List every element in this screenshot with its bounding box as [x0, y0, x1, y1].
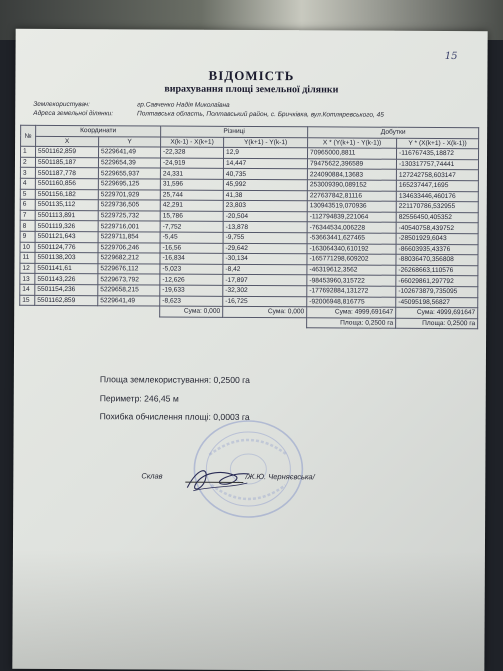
- cell-n: 3: [20, 168, 35, 179]
- cell-p1: -76344534,006228: [307, 222, 396, 233]
- cell-dx: 24,331: [160, 168, 223, 179]
- sum-product-1: Сума: 4999,691647: [307, 307, 396, 318]
- sum-product-2: Сума: 4999,691647: [396, 307, 478, 318]
- cell-y: 5229641,49: [98, 295, 160, 306]
- cell-y: 5229725,732: [98, 210, 160, 221]
- cell-y: 5229716,001: [98, 221, 160, 232]
- area-error-line: Похибка обчислення площі: 0,0003 га: [99, 411, 250, 422]
- cell-dy: -9,755: [223, 232, 307, 243]
- cell-dx: 25,744: [160, 190, 223, 201]
- cell-dy: -16,725: [223, 296, 307, 307]
- cell-x: 5501113,891: [35, 210, 98, 221]
- header-product-2: Y * (X(k+1) - X(k-1)): [397, 138, 479, 149]
- cell-dy: -29,642: [223, 243, 307, 254]
- paper-shadow: [12, 549, 485, 671]
- cell-dx: -16,834: [160, 253, 223, 264]
- cell-p1: 227637842,81116: [307, 190, 396, 201]
- cell-p1: -177692884,131272: [307, 286, 396, 297]
- cell-p2: -28501929,6043: [396, 233, 478, 244]
- cell-x: 5501154,236: [35, 284, 98, 295]
- cell-dx: -16,56: [160, 243, 223, 254]
- cell-dy: 14,447: [223, 158, 307, 169]
- cell-n: 12: [20, 263, 35, 274]
- cell-p1: 70965000,8811: [308, 148, 397, 159]
- cell-n: 13: [20, 274, 35, 285]
- cell-n: 7: [20, 210, 35, 221]
- cell-dy: 23,803: [223, 201, 307, 212]
- cell-dy: 41,38: [223, 190, 307, 201]
- page-number: 15: [444, 51, 458, 63]
- land-user-value: гр.Савченко Надія Миколаївна: [137, 101, 230, 109]
- cell-p1: -92006948,816775: [307, 296, 396, 307]
- document-title: ВІДОМІСТЬ: [208, 67, 295, 84]
- cell-dy: 40,735: [223, 169, 307, 180]
- header-number: №: [21, 125, 36, 146]
- cell-y: 5229701,929: [98, 189, 160, 200]
- cell-dx: -24,919: [160, 158, 223, 169]
- document-sheet: [12, 29, 487, 671]
- cell-p1: -53663441,627465: [307, 233, 396, 244]
- cell-y: 5229655,937: [98, 168, 160, 179]
- cell-dx: -5,023: [160, 264, 223, 275]
- cell-dy: -30,134: [223, 253, 307, 264]
- cell-p2: 127242758,603147: [396, 170, 478, 181]
- cell-p1: 253009390,089152: [307, 180, 396, 191]
- cell-dy: -20,504: [223, 211, 307, 222]
- cell-n: 2: [20, 157, 35, 168]
- address-value: Полтавська область, Полтавський район, с. Бричківка, вул.Котляревського, 45: [137, 110, 384, 119]
- cell-p2: -116767435,18872: [397, 148, 479, 159]
- cell-y: 5229736,505: [98, 200, 160, 211]
- cell-p1: 130943519,070936: [307, 201, 396, 212]
- signer-name: /Ж.Ю. Черняєвська/: [245, 471, 315, 482]
- cell-n: 5: [20, 189, 35, 200]
- header-y: Y: [99, 136, 161, 147]
- cell-p2: 165237447,1695: [396, 180, 478, 191]
- land-user-line: [33, 101, 229, 109]
- cell-x: 5501187,778: [35, 168, 98, 179]
- cell-dy: -32,302: [223, 285, 307, 296]
- cell-y: 5229711,854: [98, 232, 160, 243]
- signature-icon: [183, 462, 253, 496]
- cell-y: 5229673,792: [98, 274, 160, 285]
- cell-dx: 15,786: [160, 211, 223, 222]
- cell-dx: -8,623: [160, 296, 223, 307]
- cell-p1: 224090884,13683: [307, 169, 396, 180]
- land-area-line: Площа землекористування: 0,2500 га: [99, 374, 250, 385]
- cell-dy: -13,878: [223, 222, 307, 233]
- cell-dx: -7,752: [160, 221, 223, 232]
- cell-n: 8: [20, 221, 35, 232]
- cell-dx: -12,626: [160, 274, 223, 285]
- cell-p2: -86603935,43376: [396, 244, 478, 255]
- cell-p2: 82556450,405352: [396, 212, 478, 223]
- cell-dx: -5,45: [160, 232, 223, 243]
- cell-p1: -112794839,221064: [307, 212, 396, 223]
- cell-p2: 221170786,532955: [396, 201, 478, 212]
- cell-y: 5229658,215: [98, 285, 160, 296]
- cell-y: 5229676,112: [98, 263, 160, 274]
- header-product-1: X * (Y(k+1) - Y(k-1)): [308, 137, 397, 148]
- header-products: Добутки: [308, 127, 479, 138]
- cell-x: 5501135,112: [35, 200, 98, 211]
- cell-x: 5501119,326: [35, 221, 98, 232]
- cell-x: 5501143,226: [35, 274, 98, 285]
- cell-x: 5501162,859: [35, 295, 98, 306]
- cell-x: 5501138,203: [35, 252, 98, 263]
- cell-p2: -66029861,297792: [396, 276, 478, 287]
- cell-p2: -130317757,74441: [396, 159, 478, 170]
- cell-p2: -40540758,439752: [396, 223, 478, 234]
- cell-n: 11: [20, 252, 35, 263]
- cell-p1: -165771298,609202: [307, 254, 396, 265]
- cell-p1: -163064340,610192: [307, 243, 396, 254]
- cell-y: 5229682,212: [98, 253, 160, 264]
- compiled-by-label: Склав: [141, 471, 163, 481]
- cell-p2: 134633446,460176: [396, 191, 478, 202]
- cell-p2: -102673879,735095: [396, 286, 478, 297]
- cell-x: 5501156,182: [35, 189, 98, 200]
- cell-n: 9: [20, 231, 35, 242]
- cell-p2: -88036470,356808: [396, 254, 478, 265]
- cell-p1: -46319612,3562: [307, 265, 396, 276]
- cell-y: 5229654,39: [98, 157, 160, 168]
- cell-n: 14: [20, 284, 35, 295]
- header-differences: Різниці: [161, 126, 308, 137]
- cell-n: 1: [21, 146, 36, 157]
- cell-dx: -22,328: [161, 147, 224, 158]
- cell-n: 6: [20, 199, 35, 210]
- sum-dx: Сума: 0,000: [160, 306, 223, 317]
- cell-dy: 12,9: [224, 148, 308, 159]
- cell-p2: -45095198,56827: [396, 297, 478, 308]
- document-subtitle: вирахування площі земельної ділянки: [164, 83, 339, 96]
- cell-x: 5501121,643: [35, 231, 98, 242]
- header-dy: Y(k+1) - Y(k-1): [224, 137, 308, 148]
- cell-dx: 42,291: [160, 200, 223, 211]
- cell-x: 5501160,856: [35, 178, 98, 189]
- area-row: [20, 316, 478, 329]
- cell-p2: -26268663,110576: [396, 265, 478, 276]
- cell-dx: -19,633: [160, 285, 223, 296]
- cell-x: 5501185,187: [35, 157, 98, 168]
- perimeter-line: Периметр: 246,45 м: [99, 393, 179, 404]
- area-product-2: Площа: 0,2500 га: [396, 318, 478, 329]
- cell-y: 5229695,125: [98, 179, 160, 190]
- sum-dy: Сума: 0,000: [223, 306, 307, 317]
- header-dx: X(k-1) - X(k+1): [161, 137, 224, 148]
- cell-y: 5229706,246: [98, 242, 160, 253]
- cell-dy: 45,992: [223, 179, 307, 190]
- cell-n: 10: [20, 242, 35, 253]
- cell-p1: 79475622,396589: [307, 159, 396, 170]
- header-coordinates: Координати: [36, 125, 161, 136]
- address-label: Адреса земельної ділянки:: [33, 109, 114, 118]
- cell-x: 5501124,776: [35, 242, 98, 253]
- cell-dx: 31,596: [160, 179, 223, 190]
- cell-n: 4: [20, 178, 35, 189]
- cell-p1: -98453960,315722: [307, 275, 396, 286]
- cell-x: 5501141,61: [35, 263, 98, 274]
- header-x: X: [36, 136, 99, 147]
- cell-n: 15: [20, 295, 35, 306]
- cell-y: 5229641,49: [99, 147, 161, 158]
- cell-dy: -17,897: [223, 275, 307, 286]
- area-product-1: Площа: 0,2500 га: [307, 317, 396, 328]
- land-user-label: Землекористувач:: [33, 100, 90, 109]
- cell-x: 5501162,859: [36, 147, 99, 158]
- cell-dy: -8,42: [223, 264, 307, 275]
- calculation-table: [19, 125, 479, 330]
- address-line: [33, 110, 384, 119]
